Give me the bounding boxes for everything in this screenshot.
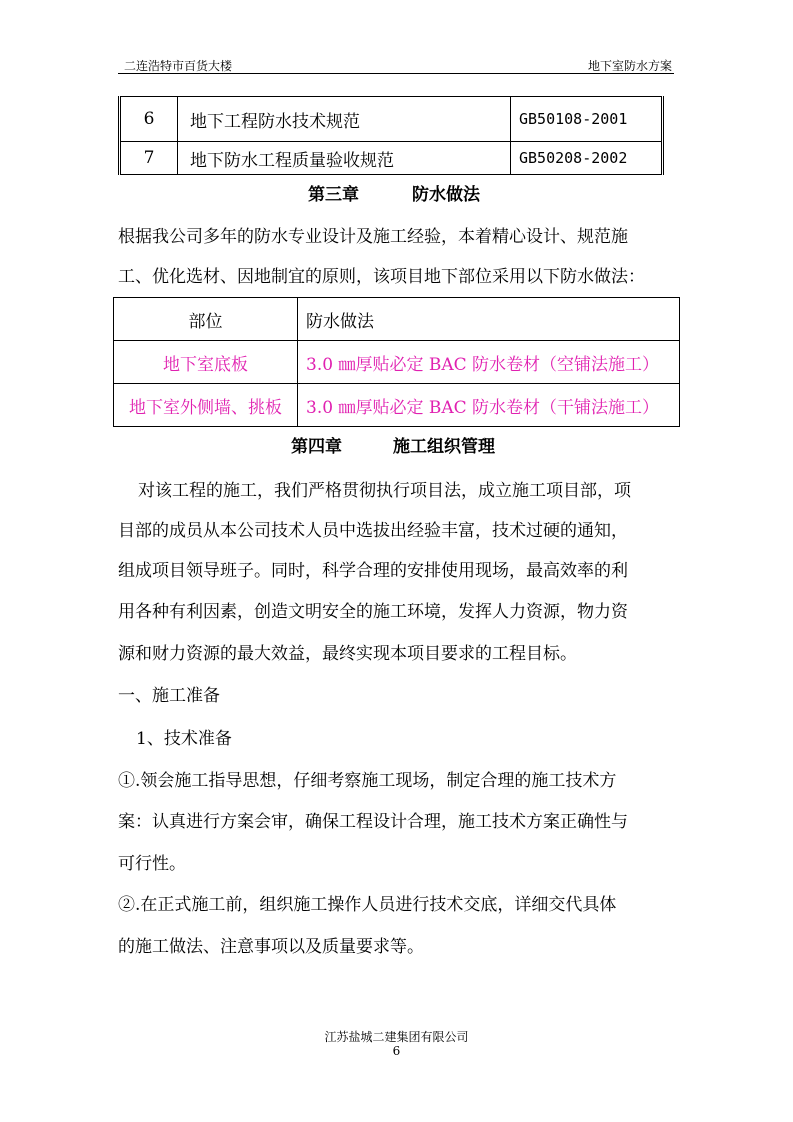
method-table [113, 297, 680, 427]
subsection-heading: 1、技术准备 [136, 729, 232, 749]
table-row [120, 97, 663, 142]
part-cell: 地下室底板 [114, 341, 298, 384]
intro-line: 根据我公司多年的防水专业设计及施工经验，本着精心设计、规范施 [118, 227, 628, 247]
standard-code: GB50208-2002 [511, 142, 663, 175]
body-line: 目部的成员从本公司技术人员中选拔出经验丰富，技术过硬的通知， [118, 521, 628, 541]
standard-name: 地下防水工程质量验收规范 [178, 142, 511, 175]
chapter4-title: 施工组织管理 [393, 437, 495, 457]
standard-no: 7 [120, 142, 178, 175]
method-cell: 3.0 ㎜厚贴必定 BAC 防水卷材（空铺法施工） [298, 341, 680, 384]
body-line: 组成项目领导班子。同时，科学合理的安排使用现场，最高效率的利 [118, 561, 628, 581]
header-left: 二连浩特市百货大楼 [124, 59, 233, 73]
table-row [114, 384, 680, 427]
body-line: 源和财力资源的最大效益，最终实现本项目要求的工程目标。 [118, 644, 577, 664]
header-right: 地下室防水方案 [588, 59, 673, 73]
body-line: ②.在正式施工前，组织施工操作人员进行技术交底，详细交代具体 [118, 895, 617, 915]
standard-name: 地下工程防水技术规范 [178, 97, 511, 142]
table-row [120, 142, 663, 175]
section-heading: 一、施工准备 [118, 686, 220, 706]
chapter4-number: 第四章 [291, 437, 342, 457]
part-cell: 地下室外侧墙、挑板 [114, 384, 298, 427]
standards-table [118, 96, 664, 175]
body-line: 的施工做法、注意事项以及质量要求等。 [118, 937, 424, 957]
body-line: ①.领会施工指导思想，仔细考察施工现场，制定合理的施工技术方 [118, 771, 617, 791]
footer-company: 江苏盐城二建集团有限公司 [324, 1030, 469, 1044]
method-cell: 3.0 ㎜厚贴必定 BAC 防水卷材（干铺法施工） [298, 384, 680, 427]
body-line: 可行性。 [118, 854, 186, 874]
standard-no: 6 [120, 97, 178, 142]
table-header-row [114, 298, 680, 341]
column-header-method: 防水做法 [298, 298, 680, 341]
standard-code: GB50108-2001 [511, 97, 663, 142]
body-line: 案：认真进行方案会审，确保工程设计合理，施工技术方案正确性与 [118, 812, 628, 832]
body-line: 对该工程的施工，我们严格贯彻执行项目法，成立施工项目部，项 [138, 481, 631, 501]
column-header-part: 部位 [114, 298, 298, 341]
chapter3-title: 防水做法 [412, 185, 480, 205]
header-divider [118, 73, 674, 74]
page-number: 6 [392, 1044, 401, 1058]
table-row [114, 341, 680, 384]
body-line: 用各种有利因素，创造文明安全的施工环境，发挥人力资源，物力资 [118, 602, 628, 622]
intro-line: 工、优化选材、因地制宜的原则，该项目地下部位采用以下防水做法： [118, 267, 645, 287]
chapter3-number: 第三章 [308, 185, 359, 205]
